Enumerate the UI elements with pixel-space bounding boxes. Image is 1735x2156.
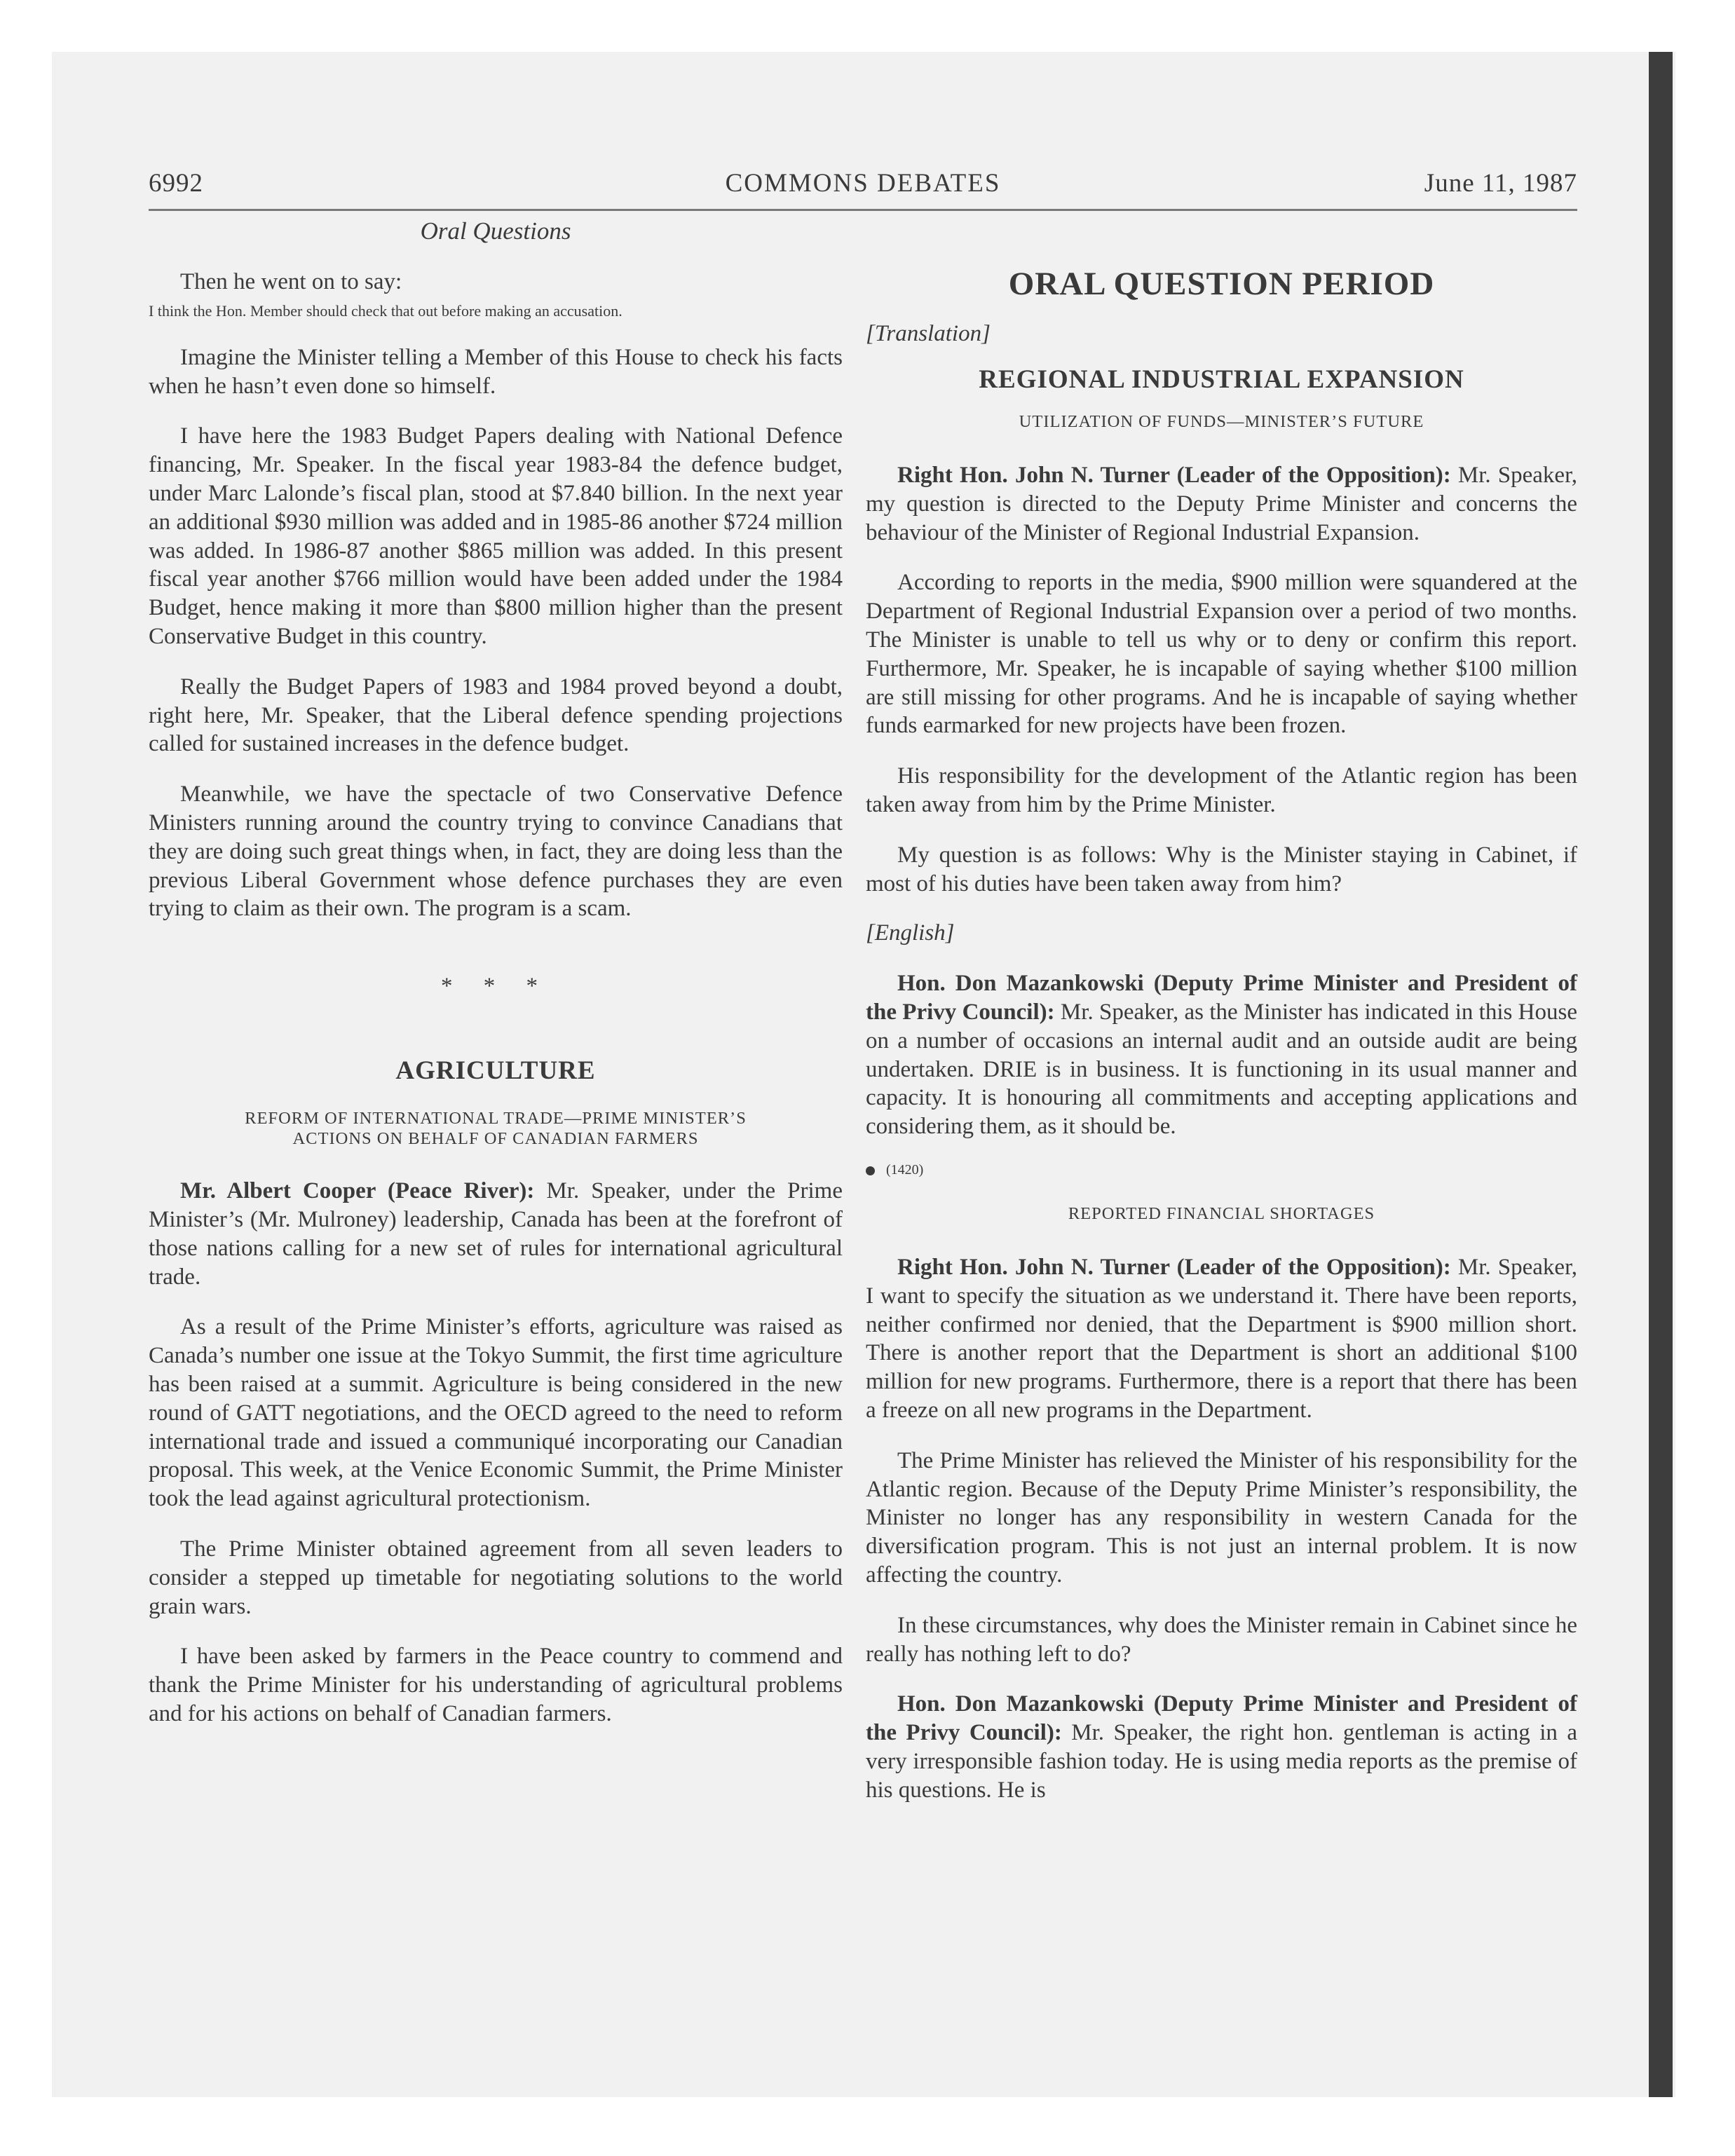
subheading	[149, 1108, 843, 1149]
paragraph: The Prime Minister obtained agreement from all seven leaders to consider a stepped up timetable for negotiating solutions to the world grain wars.	[149, 1536, 843, 1619]
speech-paragraph	[866, 461, 1577, 547]
speech-text: Mr. Speaker, under the Prime Minister’s (Mr. Mulroney) leadership, Canada has been at the forefront of those nations calling for a new set of rules for international agricultural trade.	[149, 1178, 843, 1290]
paragraph: Then he went on to say:	[180, 269, 402, 294]
subheading: REPORTED FINANCIAL SHORTAGES	[1068, 1203, 1375, 1223]
speech-text: Mr. Speaker, I want to specify the situation as we understand it. There have been reports, neither confirmed nor denied, that the Department is $900 million short. There is another report that the Department is short an additional $100 million for new programs. Furthermore, there is a report that there has been a freeze on all new programs in the Department.	[866, 1254, 1578, 1423]
section-divider: * * *	[441, 974, 550, 999]
scan-edge-shadow	[1649, 52, 1673, 2097]
page-header	[149, 168, 1577, 211]
subheading-line: ACTIONS ON BEHALF OF CANADIAN FARMERS	[292, 1129, 699, 1149]
section-heading: REGIONAL INDUSTRIAL EXPANSION	[979, 365, 1464, 394]
paragraph: Meanwhile, we have the spectacle of two Conservative Defence Ministers running around the country trying to convince Canadians that they are doing such great things when, in fact, they are doing less than the previous Liberal Government whose defence purchases they are even trying to claim as their own. The program is a scam.	[149, 782, 843, 922]
paragraph: I have been asked by farmers in the Peace country to commend and thank the Prime Minister for his understanding of agricultural problems and for his actions on behalf of Canadian farmers.	[149, 1644, 843, 1726]
paragraph: In these circumstances, why does the Minister remain in Cabinet since he really has nothing left to do?	[866, 1612, 1577, 1667]
language-tag: [English]	[866, 920, 955, 946]
paragraph: As a result of the Prime Minister’s efforts, agriculture was raised as Canada’s number one issue at the Tokyo Summit, the first time agriculture has been raised at a summit. Agriculture is being considered in the new round of GATT negotiations, and the OECD agreed to the need to reform international trade and issued a communiqué incorporating our Canadian proposal. This week, at the Venice Economic Summit, the Prime Minister took the lead against agricultural protectionism.	[149, 1314, 843, 1512]
left-column	[149, 217, 843, 1728]
right-column	[866, 217, 1577, 1804]
subheading: UTILIZATION OF FUNDS—MINISTER’S FUTURE	[1019, 412, 1424, 431]
bullet-icon	[866, 1166, 875, 1175]
paragraph: His responsibility for the development of the Atlantic region has been taken away from him by the Prime Minister.	[866, 763, 1577, 817]
paragraph: According to reports in the media, $900 million were squandered at the Department of Regional Industrial Expansion over a period of two months. The Minister is unable to tell us why or to deny or confirm this report. Furthermore, Mr. Speaker, he is incapable of saying whether $100 million are still missing for other programs. And he is incapable of saying whether funds earmarked for new projects have been frozen.	[866, 570, 1577, 739]
block-quote: I think the Hon. Member should check that out before making an accusation.	[149, 301, 622, 320]
speech-paragraph	[866, 1690, 1577, 1804]
subheading-line: REFORM OF INTERNATIONAL TRADE—PRIME MINISTER’S	[245, 1109, 747, 1128]
time-marker-text: (1420)	[886, 1161, 924, 1178]
publication-date: June 11, 1987	[1424, 169, 1577, 198]
speech-text: Mr. Speaker, as the Minister has indicated in this House on a number of occasions an internal audit and an outside audit are being undertaken. DRIE is in business. It is functioning in its usual manner and capacity. It is honouring all commitments and accepting applications and considering them, as it should be.	[866, 999, 1577, 1140]
language-tag: [Translation]	[866, 321, 991, 346]
speech-text: Mr. Speaker, my question is directed to the Deputy Prime Minister and concerns the behaviour of the Minister of Regional Industrial Expansion.	[866, 463, 1578, 545]
section-label: Oral Questions	[420, 217, 571, 245]
speaker-name: Mr. Albert Cooper (Peace River):	[180, 1178, 535, 1204]
speech-paragraph	[866, 969, 1577, 1141]
page-number: 6992	[149, 169, 203, 198]
speaker-name: Right Hon. John N. Turner (Leader of the Opposition):	[897, 463, 1451, 488]
paragraph: Imagine the Minister telling a Member of this House to check his facts when he hasn’t even done so himself.	[149, 344, 843, 399]
speech-text: Mr. Speaker, the right hon. gentleman is acting in a very irresponsible fashion today. He is using media reports as the premise of his questions. He is	[866, 1720, 1577, 1803]
paragraph: Really the Budget Papers of 1983 and 1984 proved beyond a doubt, right here, Mr. Speaker, that the Liberal defence spending projections called for sustained increases in the defence budget.	[149, 674, 843, 757]
speech-paragraph	[149, 1177, 843, 1291]
time-marker	[866, 1162, 1577, 1178]
journal-title: COMMONS DEBATES	[725, 169, 1001, 198]
section-title: ORAL QUESTION PERIOD	[1008, 266, 1435, 302]
section-heading: AGRICULTURE	[395, 1056, 596, 1086]
speech-paragraph	[866, 1253, 1577, 1425]
speaker-name: Right Hon. John N. Turner (Leader of the Opposition):	[897, 1254, 1451, 1280]
speaker-name: Hon. Don Mazankowski (Deputy Prime Minister and President of the Privy Council):	[866, 971, 1577, 1025]
paragraph: The Prime Minister has relieved the Minister of his responsibility for the Atlantic region. Because of the Deputy Prime Minister’s responsibility, the Minister no longer has any responsibility in western Canada for the diversification program. This is not just an internal problem. It is now affecting the country.	[866, 1447, 1577, 1588]
paragraph: I have here the 1983 Budget Papers dealing with National Defence financing, Mr. Speaker. In the fiscal year 1983-84 the defence budget, under Marc Lalonde’s fiscal plan, stood at $7.840 billion. In the next year an additional $930 million was added and in 1985-86 another $724 million was added. In 1986-87 another $865 million was added. In this present fiscal year another $766 million would have been added under the 1984 Budget, hence making it more than $800 million higher than the present Conservative Budget in this country.	[149, 423, 843, 649]
paragraph: My question is as follows: Why is the Minister staying in Cabinet, if most of his duties have been taken away from him?	[866, 842, 1577, 896]
speaker-name: Hon. Don Mazankowski (Deputy Prime Minister and President of the Privy Council):	[866, 1691, 1577, 1746]
